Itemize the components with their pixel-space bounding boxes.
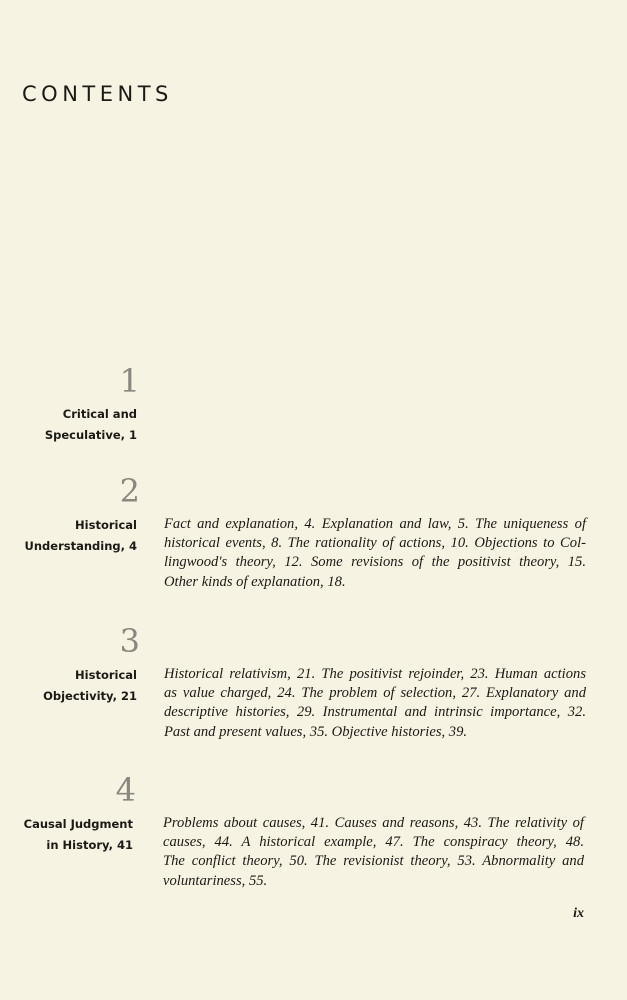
chapter-title-line: Causal Judgment: [23, 817, 133, 831]
summary-line: Other kinds of explanation, 18.: [164, 573, 346, 590]
chapter-title-line: in History, 41: [46, 837, 133, 852]
summary-line: Problems about causes, 41. Causes and reasons, 43. The relativity of: [163, 815, 584, 831]
summary-line: lingwood's theory, 12. Some revisions of the positivist theory, 15.: [164, 554, 586, 571]
chapter-number: 3: [119, 622, 140, 660]
summary-line: as value charged, 24. The problem of selection, 27. Explanatory and: [164, 685, 586, 702]
chapter-title: [0, 665, 137, 706]
summary-line: causes, 44. A historical example, 47. The conspiracy theory, 48.: [163, 834, 584, 851]
chapter-number: 1: [119, 362, 140, 400]
chapter-title: [0, 814, 133, 855]
chapter-title: [0, 515, 137, 556]
summary-line: Past and present values, 35. Objective histories, 39.: [164, 723, 468, 740]
summary-line: voluntariness, 55.: [163, 872, 268, 889]
summary-line: historical events, 8. The rationality of actions, 10. Objections to Col-: [164, 535, 586, 552]
summary-line: descriptive histories, 29. Instrumental and intrinsic importance, 32.: [164, 704, 586, 721]
chapter-title-line: Objectivity, 21: [43, 688, 137, 703]
chapter-title-line: Understanding, 4: [24, 538, 137, 553]
chapter-number: 4: [115, 771, 136, 809]
chapter-title-line: Historical: [75, 668, 137, 682]
chapter-title: [0, 404, 137, 445]
page-number: ix: [573, 906, 584, 921]
chapter-title-line: Speculative, 1: [44, 427, 137, 442]
summary-line: Historical relativism, 21. The positivist rejoinder, 23. Human actions: [164, 666, 586, 682]
chapter-number: 2: [119, 472, 140, 510]
contents-heading: CONTENTS: [22, 82, 173, 106]
summary-line: The conflict theory, 50. The revisionist theory, 53. Abnormality and: [163, 853, 584, 870]
chapter-summary: [164, 665, 586, 742]
chapter-summary: [164, 515, 586, 592]
chapter-title-line: Historical: [75, 518, 137, 532]
chapter-title-line: Critical and: [62, 407, 137, 421]
chapter-summary: [163, 814, 584, 891]
summary-line: Fact and explanation, 4. Explanation and law, 5. The uniqueness of: [164, 516, 586, 532]
